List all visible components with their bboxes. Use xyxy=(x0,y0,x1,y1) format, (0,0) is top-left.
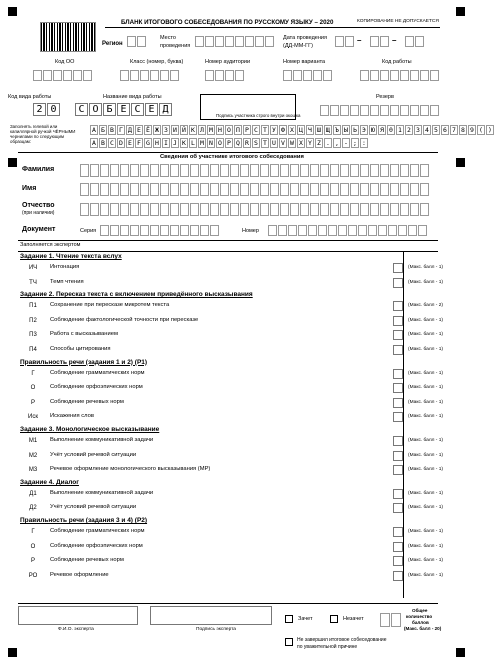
score-box[interactable] xyxy=(393,316,403,326)
barcode xyxy=(40,22,96,52)
sample-char: W xyxy=(288,138,296,148)
score-box[interactable] xyxy=(393,345,403,355)
section-title: Правильность речи (задания 3 и 4) (Р2) xyxy=(20,517,148,524)
participant-rule xyxy=(18,152,438,153)
sample-char: 6 xyxy=(441,125,449,135)
region-label: Регион xyxy=(102,41,123,47)
place-label-1: Место xyxy=(160,35,176,41)
sample-char: L xyxy=(189,138,197,148)
patronymic-label: Отчество xyxy=(22,202,55,209)
criterion-code: М1 xyxy=(28,438,38,444)
max-score-note: (Макс. балл - 1) xyxy=(408,452,443,458)
sample-char: : xyxy=(360,138,368,148)
code-oo-label: Код ОО xyxy=(55,59,75,65)
criterion-text: Учёт условий речевой ситуации xyxy=(50,451,137,458)
max-score-note: (Макс. балл - 1) xyxy=(408,529,443,534)
class-field[interactable] xyxy=(120,70,180,81)
sample-char: А xyxy=(90,125,98,135)
criterion-text: Выполнение коммуникативной задачи xyxy=(50,437,154,443)
sample-char: 4 xyxy=(423,125,431,135)
sample-char: B xyxy=(99,138,107,148)
total-score-field[interactable] xyxy=(380,613,402,627)
work-type-name-char: С xyxy=(131,103,144,116)
section-title: Задание 4. Диалог xyxy=(20,478,79,486)
score-box[interactable] xyxy=(393,542,403,552)
corner-marker-br xyxy=(456,648,465,657)
criterion-text: Способы цитирования xyxy=(50,346,111,352)
sample-char: 0 xyxy=(387,125,395,135)
work-type-code-digit-2: 0 xyxy=(47,103,60,116)
score-box[interactable] xyxy=(393,278,403,288)
score-box[interactable] xyxy=(393,263,403,273)
sample-char: C xyxy=(108,138,116,148)
work-type-name-label: Название вида работы xyxy=(103,94,162,100)
sample-char: A xyxy=(90,138,98,148)
max-score-note: (Макс. балл - 1) xyxy=(408,399,443,405)
criterion-text: Учёт условий речевой ситуации xyxy=(50,504,137,511)
sample-char: З xyxy=(162,125,170,135)
work-type-name-char: Е xyxy=(145,103,158,116)
sample-char: Ь xyxy=(351,125,359,135)
copy-notice: КОПИРОВАНИЕ НЕ ДОПУСКАЕТСЯ xyxy=(357,19,439,24)
criterion-code: Г xyxy=(31,370,35,377)
expert-rule-bottom xyxy=(18,251,438,252)
expert-name-field[interactable] xyxy=(18,606,138,625)
score-box[interactable] xyxy=(393,412,403,422)
max-score-note: (Макс. балл - 1) xyxy=(408,370,443,376)
sample-char: F xyxy=(135,138,143,148)
patronymic-note: (при наличии) xyxy=(22,210,55,216)
sample-char: 3 xyxy=(414,125,422,135)
total-label-3: баллов xyxy=(412,620,429,625)
sample-row-cyrillic xyxy=(90,125,495,135)
sample-char: Ж xyxy=(153,125,161,135)
sample-char: Э xyxy=(360,125,368,135)
max-score-note: (Макс. балл - 1) xyxy=(408,332,443,338)
date-dash-1: – xyxy=(357,36,362,45)
sample-char: ) xyxy=(486,125,494,135)
patronymic-field[interactable] xyxy=(80,203,430,216)
fail-checkbox[interactable] xyxy=(330,615,338,623)
sample-char: U xyxy=(270,138,278,148)
work-code-field[interactable] xyxy=(360,70,440,81)
score-box[interactable] xyxy=(393,451,403,461)
surname-label: Фамилия xyxy=(22,166,55,173)
expert-name-label: Ф.И.О. эксперта xyxy=(58,627,94,632)
surname-field[interactable] xyxy=(80,164,430,177)
room-field[interactable] xyxy=(205,70,245,81)
criterion-code: П1 xyxy=(29,303,37,310)
work-type-name-char: С xyxy=(75,103,88,116)
corner-marker-bl xyxy=(8,648,17,657)
not-finished-checkbox[interactable] xyxy=(285,638,293,646)
max-score-note: (Макс. балл - 1) xyxy=(408,543,443,549)
sample-char: Р xyxy=(243,125,251,135)
score-box[interactable] xyxy=(393,436,403,446)
variant-label: Номер варианта xyxy=(283,59,326,65)
corner-marker-tl xyxy=(8,7,17,16)
number-label: Номер xyxy=(242,228,259,234)
sample-char: И xyxy=(171,125,179,135)
sample-char: - xyxy=(342,138,350,148)
max-score-note: (Макс. балл - 1) xyxy=(408,347,443,352)
sample-char: Т xyxy=(261,125,269,135)
sample-char: О xyxy=(225,125,233,135)
region-field[interactable] xyxy=(127,36,147,47)
max-score-note: (Макс. балл - 1) xyxy=(408,572,443,578)
not-finished-label-1: Не завершил итоговое собеседование xyxy=(297,637,387,643)
score-box[interactable] xyxy=(393,503,403,513)
criterion-code: М3 xyxy=(28,467,38,474)
score-box[interactable] xyxy=(393,383,403,393)
score-box[interactable] xyxy=(393,465,403,475)
sample-char: Г xyxy=(117,125,125,135)
sample-char: X xyxy=(297,138,305,148)
sample-char: С xyxy=(252,125,260,135)
criterion-code: Р xyxy=(30,399,35,406)
sample-instruction: Заполнять гелевой или капиллярной ручкой ЧЁРНЫМИ чернилами по следующим образцам: xyxy=(10,124,76,145)
total-label-2: количество xyxy=(406,614,433,619)
sample-char: Ц xyxy=(297,125,305,135)
section-title: Задание 1. Чтение текста вслух xyxy=(20,253,122,260)
sample-char: Л xyxy=(198,125,206,135)
sample-char: П xyxy=(234,125,242,135)
sample-char: M xyxy=(198,138,206,148)
criterion-text: Речевое оформление xyxy=(50,571,109,578)
work-type-code-digit-1: 2 xyxy=(33,103,46,116)
sample-char: Ъ xyxy=(333,125,341,135)
sample-char: 5 xyxy=(432,125,440,135)
sample-char: S xyxy=(252,138,260,148)
form-title: БЛАНК ИТОГОВОГО СОБЕСЕДОВАНИЯ ПО РУССКОМУ ЯЗЫКУ – 2020 xyxy=(121,19,334,26)
sample-char: Q xyxy=(234,138,242,148)
section-title: Задание 3. Монологическое высказывание xyxy=(20,426,160,433)
sample-char: Я xyxy=(378,125,386,135)
sample-char: D xyxy=(117,138,125,148)
criterion-code: О xyxy=(30,385,36,392)
max-score-note: (Макс. балл - 1) xyxy=(408,414,443,420)
title-rule xyxy=(105,27,440,28)
series-label: Серия xyxy=(80,228,97,234)
criterion-code: П3 xyxy=(29,332,37,339)
criterion-code: М2 xyxy=(28,452,38,459)
sample-char: N xyxy=(207,138,215,148)
sample-char: P xyxy=(225,138,233,148)
sample-char: T xyxy=(261,138,269,148)
room-label: Номер аудитории xyxy=(205,59,251,65)
criterion-code: РО xyxy=(28,572,38,579)
score-box[interactable] xyxy=(393,571,403,581)
total-label-4: (Макс. балл - 20) xyxy=(404,626,442,631)
date-label-2: (ДД-ММ-ГГ) xyxy=(283,43,313,49)
section-title: Задание 2. Пересказ текста с включением приведённого высказывания xyxy=(20,291,253,299)
expert-rule-top xyxy=(18,240,438,241)
document-label: Документ xyxy=(22,226,56,233)
corner-marker-mr xyxy=(456,158,465,167)
name-field[interactable] xyxy=(80,183,430,196)
sample-char: ( xyxy=(477,125,485,135)
reserve-field[interactable] xyxy=(320,105,440,116)
sample-char: Ю xyxy=(369,125,377,135)
sample-char: Ш xyxy=(315,125,323,135)
footer-rule xyxy=(18,603,438,604)
sample-char: Ё xyxy=(144,125,152,135)
not-finished-label-2: по уважительной причине xyxy=(297,644,358,650)
corner-marker-tr xyxy=(456,7,465,16)
criterion-code: О xyxy=(30,543,36,550)
sample-char: Ч xyxy=(306,125,314,135)
name-label: Имя xyxy=(22,185,37,192)
expert-signature-label: Подпись эксперта xyxy=(196,627,236,632)
sample-char: Н xyxy=(216,125,224,135)
sample-char: O xyxy=(216,138,224,148)
total-label-1: Общее xyxy=(412,608,428,613)
score-box[interactable] xyxy=(393,489,403,499)
sample-char: H xyxy=(153,138,161,148)
max-score-note: (Макс. балл - 1) xyxy=(408,505,443,511)
work-code-label: Код работы xyxy=(382,59,412,65)
criterion-code: П4 xyxy=(29,347,37,353)
sample-char: J xyxy=(171,138,179,148)
place-field[interactable] xyxy=(195,36,275,47)
criterion-text: Искажения слов xyxy=(50,413,94,420)
scores-column-rule xyxy=(403,252,404,598)
date-month-field[interactable] xyxy=(370,36,390,47)
work-type-code-field[interactable] xyxy=(33,103,61,116)
variant-field[interactable] xyxy=(283,70,333,81)
date-year-field[interactable] xyxy=(405,36,425,47)
max-score-note: (Макс. балл - 1) xyxy=(408,490,443,496)
criterion-code: ИЧ xyxy=(28,265,38,271)
criterion-code: Д1 xyxy=(29,490,37,497)
criterion-code: ТЧ xyxy=(29,279,37,286)
sample-char: ; xyxy=(351,138,359,148)
sample-char: Ф xyxy=(279,125,287,135)
criterion-text: Выполнение коммуникативной задачи xyxy=(50,489,154,496)
criterion-text: Соблюдение речевых норм xyxy=(50,557,124,564)
score-box[interactable] xyxy=(393,527,403,537)
sample-char: Y xyxy=(306,138,314,148)
criterion-text: Речевое оформление монологического высказывания (МР) xyxy=(50,466,211,473)
criterion-text: Соблюдение орфоэпических норм xyxy=(50,542,143,549)
criterion-text: Темп чтения xyxy=(50,278,84,285)
expert-note: Заполняется экспертом xyxy=(20,242,81,248)
fail-label: Незачет xyxy=(343,616,364,622)
sample-char: 8 xyxy=(459,125,467,135)
sample-char: . xyxy=(324,138,332,148)
sample-char: Й xyxy=(180,125,188,135)
pass-checkbox[interactable] xyxy=(285,615,293,623)
score-box[interactable] xyxy=(393,330,403,340)
score-box[interactable] xyxy=(393,301,403,311)
max-score-note: (Макс. балл - 1) xyxy=(408,385,443,391)
sample-char: I xyxy=(162,138,170,148)
criterion-text: Соблюдение грамматических норм xyxy=(50,528,145,534)
max-score-note: (Макс. балл - 1) xyxy=(408,558,443,564)
criterion-code: Иск xyxy=(28,414,38,421)
number-field[interactable] xyxy=(268,225,428,236)
sample-char: 2 xyxy=(405,125,413,135)
max-score-note: (Макс. балл - 2) xyxy=(408,303,443,309)
work-type-name-char: Е xyxy=(117,103,130,116)
code-oo-field[interactable] xyxy=(33,70,93,81)
sample-char: У xyxy=(270,125,278,135)
max-score-note: (Макс. балл - 1) xyxy=(408,317,443,323)
max-score-note: (Макс. балл - 1) xyxy=(408,279,443,285)
expert-signature-field[interactable] xyxy=(150,606,272,625)
work-type-name-char: Б xyxy=(103,103,116,116)
date-label-1: Дата проведения xyxy=(283,35,327,41)
pass-label: Зачет xyxy=(298,616,313,622)
sample-char: G xyxy=(144,138,152,148)
criterion-code: Д2 xyxy=(29,505,37,512)
criterion-text: Соблюдение фактологической точности при пересказе xyxy=(50,316,199,323)
sample-char: 9 xyxy=(468,125,476,135)
work-type-name-char: Д xyxy=(159,103,172,116)
sample-char: Щ xyxy=(324,125,332,135)
criterion-text: Соблюдение орфоэпических норм xyxy=(50,384,143,391)
criterion-text: Сохранение при пересказе микротем текста xyxy=(50,302,170,309)
max-score-note: (Макс. балл - 1) xyxy=(408,265,443,270)
criterion-code: Р xyxy=(30,558,35,565)
sample-char: E xyxy=(126,138,134,148)
work-type-code-label: Код вида работы xyxy=(8,94,52,100)
work-type-name-field[interactable] xyxy=(75,103,173,116)
series-field[interactable] xyxy=(100,225,220,236)
sample-row-latin xyxy=(90,138,369,148)
signature-note: Подпись участника строго внутри окошка xyxy=(216,113,301,118)
score-box[interactable] xyxy=(393,398,403,408)
sample-char: Z xyxy=(315,138,323,148)
sample-char: 7 xyxy=(450,125,458,135)
place-label-2: проведения xyxy=(160,43,191,49)
sample-char: R xyxy=(243,138,251,148)
date-day-field[interactable] xyxy=(335,36,355,47)
date-dash-2: – xyxy=(392,36,397,45)
corner-marker-ml xyxy=(8,158,17,167)
criterion-code: Г xyxy=(31,529,35,535)
criterion-text: Соблюдение грамматических норм xyxy=(50,369,145,376)
score-box[interactable] xyxy=(393,369,403,379)
section-title: Правильность речи (задания 1 и 2) (Р1) xyxy=(20,358,148,366)
sample-char: Е xyxy=(135,125,143,135)
max-score-note: (Макс. балл - 1) xyxy=(408,467,443,473)
criterion-text: Работа с высказыванием xyxy=(50,331,118,338)
sample-char: 1 xyxy=(396,125,404,135)
sample-char: V xyxy=(279,138,287,148)
sample-char: Б xyxy=(99,125,107,135)
criterion-code: П2 xyxy=(29,317,37,324)
sample-char: М xyxy=(207,125,215,135)
criterion-text: Соблюдение речевых норм xyxy=(50,398,124,405)
sample-char: Х xyxy=(288,125,296,135)
participant-section-title: Сведения об участнике итогового собеседования xyxy=(160,154,304,160)
max-score-note: (Макс. балл - 1) xyxy=(408,438,443,443)
reserve-label: Резерв xyxy=(376,94,394,100)
sample-char: , xyxy=(333,138,341,148)
sample-char: В xyxy=(108,125,116,135)
criterion-text: Интонация xyxy=(50,264,80,270)
sample-char: К xyxy=(189,125,197,135)
score-box[interactable] xyxy=(393,556,403,566)
sample-char: Д xyxy=(126,125,134,135)
work-type-name-char: О xyxy=(89,103,102,116)
sample-char: Ы xyxy=(342,125,350,135)
class-label: Класс (номер, буква) xyxy=(130,59,184,65)
sample-char: K xyxy=(180,138,188,148)
